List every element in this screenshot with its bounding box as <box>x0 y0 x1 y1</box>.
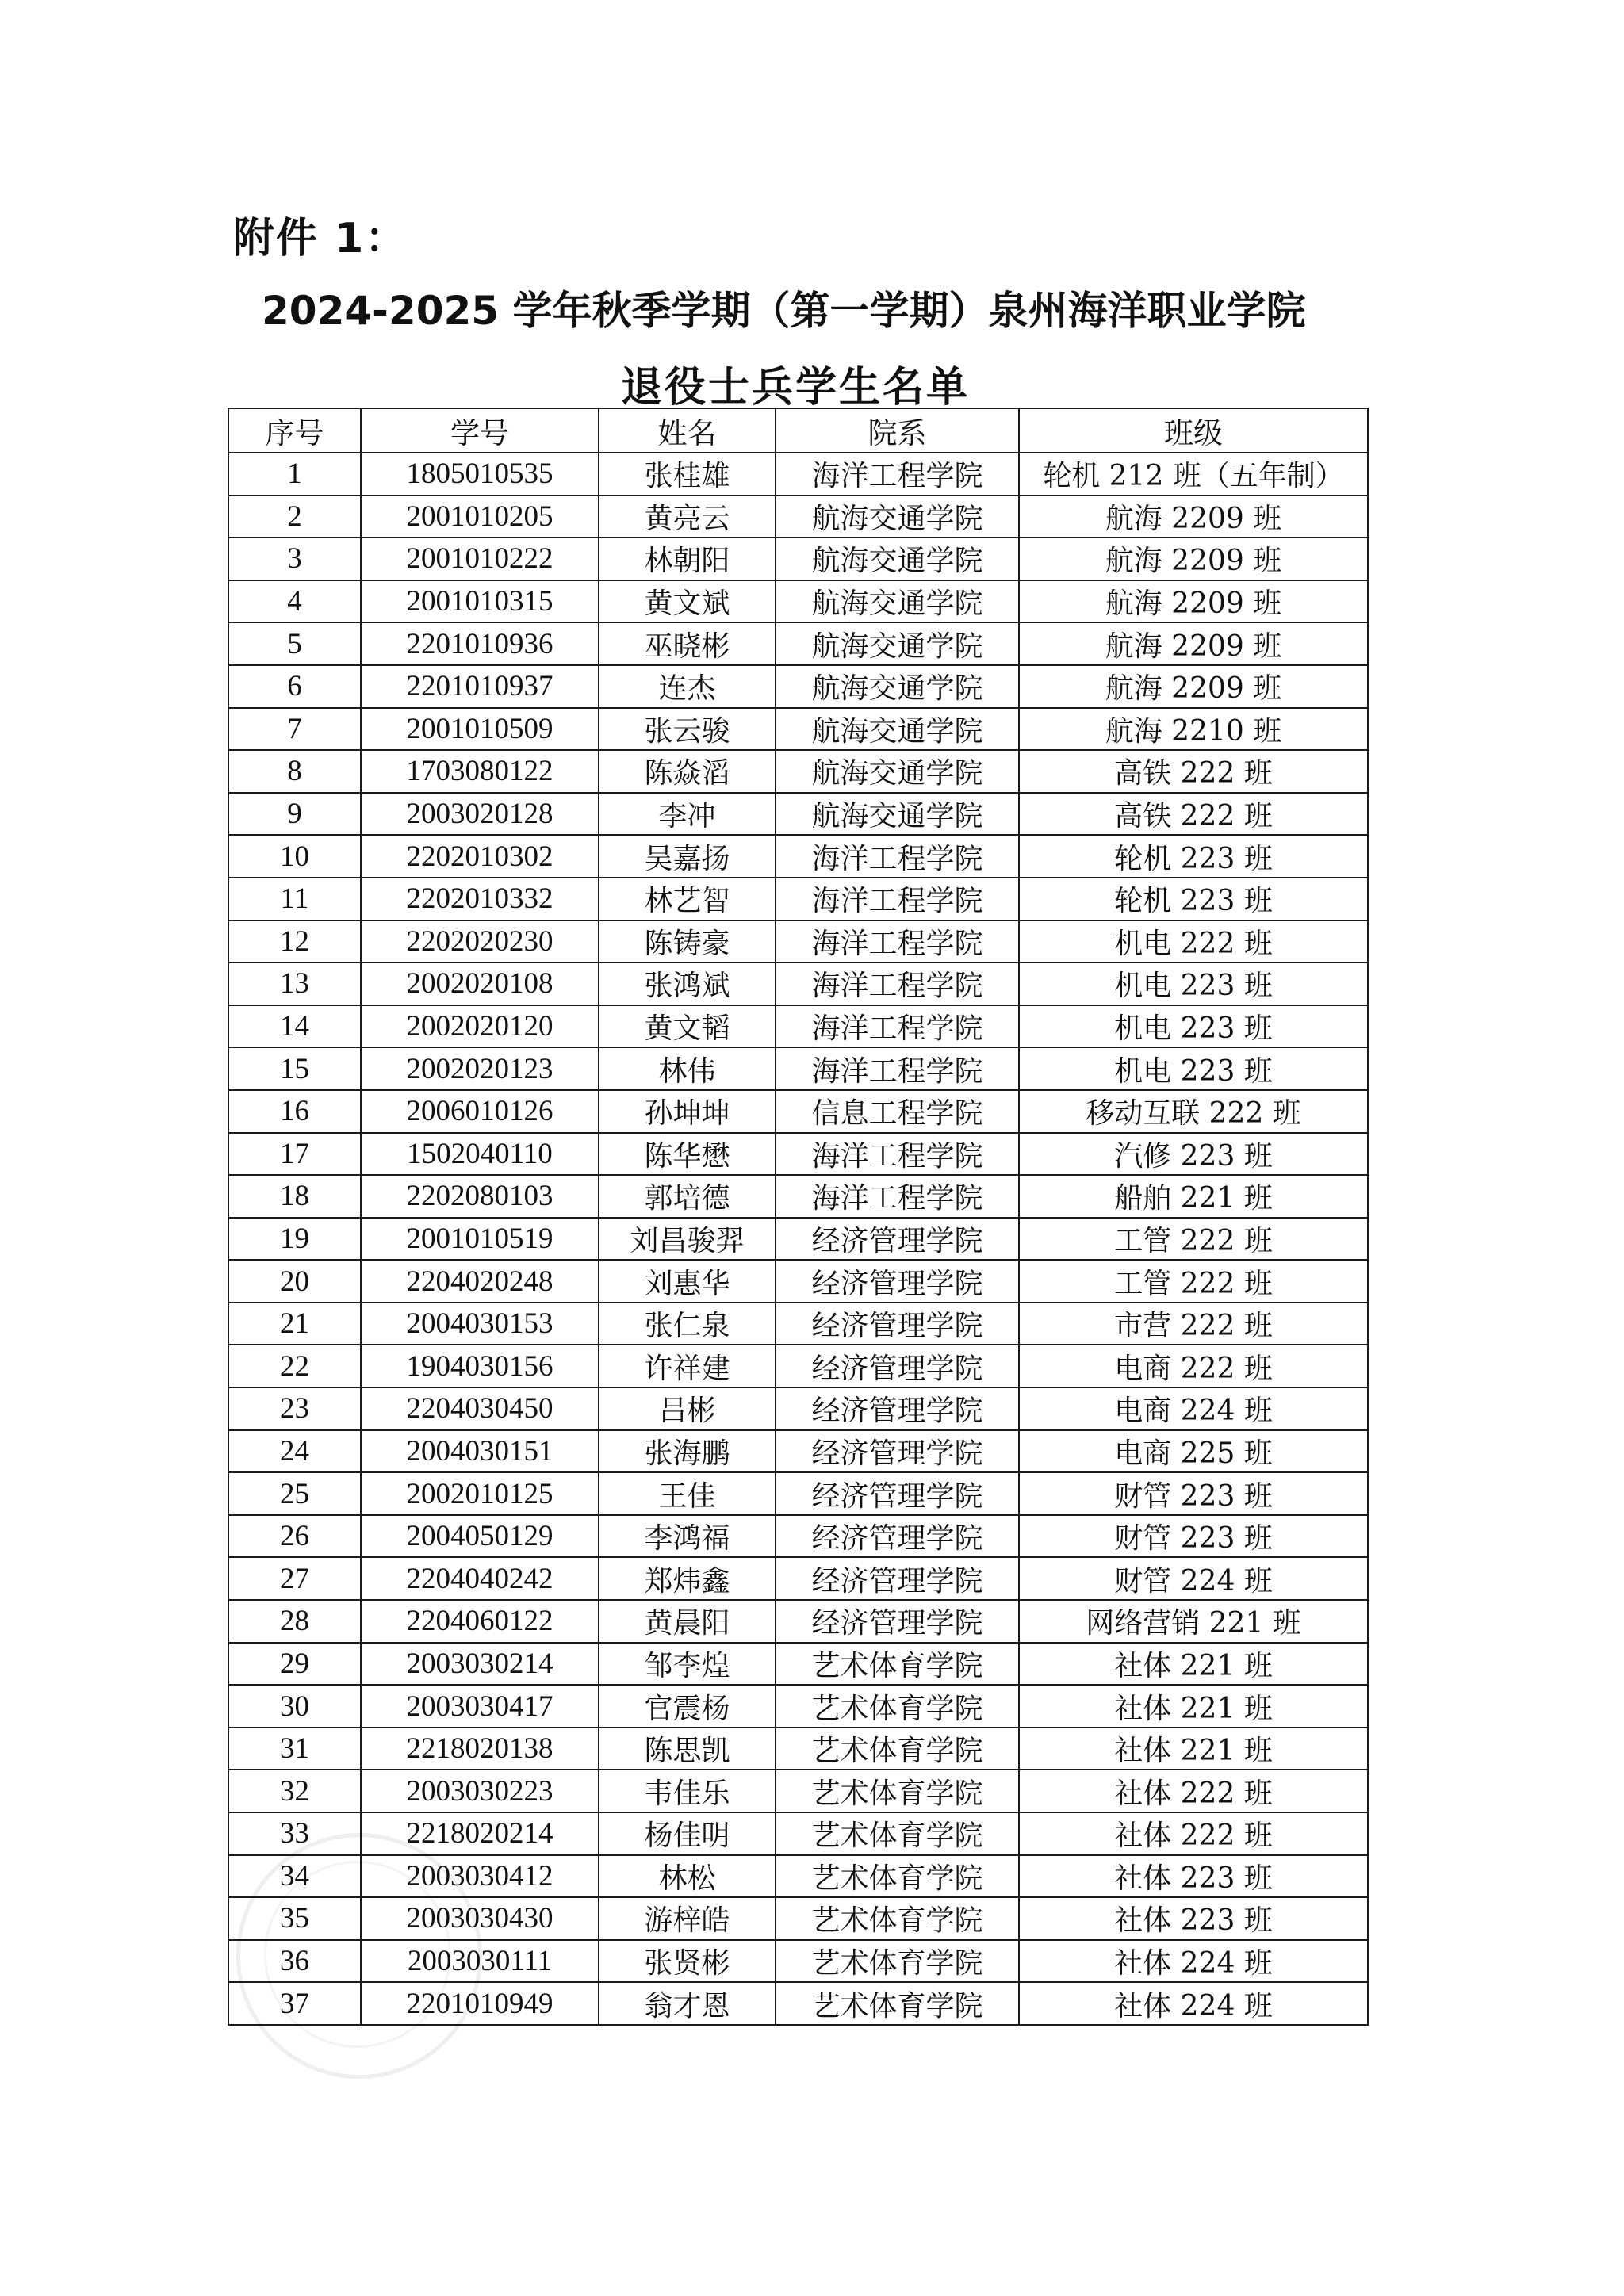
cell-class: 机电 222 班 <box>1019 920 1368 963</box>
cell-department: 经济管理学院 <box>776 1345 1019 1387</box>
cell-seq: 3 <box>228 538 361 580</box>
cell-class: 社体 221 班 <box>1019 1685 1368 1728</box>
cell-department: 海洋工程学院 <box>776 920 1019 963</box>
cell-student-id: 2202010302 <box>361 835 599 878</box>
cell-department: 海洋工程学院 <box>776 1175 1019 1218</box>
cell-department: 艺术体育学院 <box>776 1728 1019 1770</box>
cell-seq: 14 <box>228 1005 361 1048</box>
table-row <box>228 1855 1368 1898</box>
cell-seq: 5 <box>228 622 361 665</box>
cell-name: 连杰 <box>599 665 776 708</box>
cell-name: 官震杨 <box>599 1685 776 1728</box>
cell-department: 海洋工程学院 <box>776 835 1019 878</box>
cell-seq: 21 <box>228 1303 361 1345</box>
cell-seq: 29 <box>228 1643 361 1686</box>
table-row <box>228 580 1368 623</box>
cell-seq: 25 <box>228 1472 361 1515</box>
table-row <box>228 1557 1368 1600</box>
cell-seq: 37 <box>228 1982 361 2025</box>
cell-seq: 12 <box>228 920 361 963</box>
cell-student-id: 2006010126 <box>361 1090 599 1133</box>
cell-student-id: 1805010535 <box>361 453 599 496</box>
cell-class: 社体 223 班 <box>1019 1897 1368 1940</box>
table-row <box>228 1260 1368 1303</box>
cell-name: 张云骏 <box>599 708 776 751</box>
table-row <box>228 1090 1368 1133</box>
cell-name: 张贤彬 <box>599 1940 776 1983</box>
cell-class: 高铁 222 班 <box>1019 750 1368 793</box>
cell-class: 社体 222 班 <box>1019 1770 1368 1812</box>
cell-seq: 22 <box>228 1345 361 1387</box>
cell-student-id: 2001010509 <box>361 708 599 751</box>
cell-seq: 24 <box>228 1430 361 1473</box>
cell-class: 航海 2209 班 <box>1019 622 1368 665</box>
table-row <box>228 878 1368 920</box>
cell-seq: 11 <box>228 878 361 920</box>
cell-name: 张仁泉 <box>599 1303 776 1345</box>
cell-class: 航海 2209 班 <box>1019 580 1368 623</box>
cell-name: 张海鹏 <box>599 1430 776 1473</box>
cell-class: 机电 223 班 <box>1019 962 1368 1005</box>
cell-seq: 23 <box>228 1387 361 1430</box>
cell-name: 吕彬 <box>599 1387 776 1430</box>
table-row <box>228 1303 1368 1345</box>
cell-student-id: 2218020138 <box>361 1728 599 1770</box>
cell-seq: 1 <box>228 453 361 496</box>
cell-name: 韦佳乐 <box>599 1770 776 1812</box>
cell-department: 经济管理学院 <box>776 1303 1019 1345</box>
cell-department: 艺术体育学院 <box>776 1770 1019 1812</box>
cell-name: 黄文韬 <box>599 1005 776 1048</box>
cell-name: 刘昌骏羿 <box>599 1218 776 1261</box>
table-row <box>228 1643 1368 1686</box>
cell-name: 张鸿斌 <box>599 962 776 1005</box>
cell-class: 电商 225 班 <box>1019 1430 1368 1473</box>
cell-name: 陈华懋 <box>599 1133 776 1176</box>
cell-seq: 27 <box>228 1557 361 1600</box>
table-row <box>228 496 1368 538</box>
cell-department: 航海交通学院 <box>776 622 1019 665</box>
table-body <box>228 453 1368 2025</box>
cell-department: 艺术体育学院 <box>776 1643 1019 1686</box>
header-department: 院系 <box>776 408 1019 453</box>
cell-name: 许祥建 <box>599 1345 776 1387</box>
cell-student-id: 2003030412 <box>361 1855 599 1898</box>
cell-department: 艺术体育学院 <box>776 1812 1019 1855</box>
cell-name: 吴嘉扬 <box>599 835 776 878</box>
cell-student-id: 2002010125 <box>361 1472 599 1515</box>
table-row <box>228 835 1368 878</box>
header-student-id: 学号 <box>361 408 599 453</box>
cell-department: 航海交通学院 <box>776 793 1019 836</box>
cell-name: 张桂雄 <box>599 453 776 496</box>
cell-name: 黄晨阳 <box>599 1600 776 1643</box>
attachment-label: 附件 1： <box>233 215 408 262</box>
header-class: 班级 <box>1019 408 1368 453</box>
cell-department: 海洋工程学院 <box>776 1133 1019 1176</box>
cell-name: 李冲 <box>599 793 776 836</box>
table-row <box>228 1600 1368 1643</box>
cell-seq: 4 <box>228 580 361 623</box>
cell-class: 高铁 222 班 <box>1019 793 1368 836</box>
cell-class: 工管 222 班 <box>1019 1260 1368 1303</box>
cell-class: 财管 223 班 <box>1019 1515 1368 1558</box>
cell-name: 陈焱滔 <box>599 750 776 793</box>
cell-name: 巫晓彬 <box>599 622 776 665</box>
cell-seq: 19 <box>228 1218 361 1261</box>
table-row <box>228 453 1368 496</box>
cell-student-id: 2001010222 <box>361 538 599 580</box>
cell-student-id: 2003030430 <box>361 1897 599 1940</box>
cell-class: 财管 223 班 <box>1019 1472 1368 1515</box>
cell-seq: 36 <box>228 1940 361 1983</box>
cell-student-id: 2004030151 <box>361 1430 599 1473</box>
table-row <box>228 1175 1368 1218</box>
cell-class: 社体 224 班 <box>1019 1982 1368 2025</box>
cell-name: 陈铸豪 <box>599 920 776 963</box>
cell-seq: 30 <box>228 1685 361 1728</box>
cell-seq: 32 <box>228 1770 361 1812</box>
cell-department: 经济管理学院 <box>776 1472 1019 1515</box>
table-row <box>228 665 1368 708</box>
cell-seq: 13 <box>228 962 361 1005</box>
cell-name: 郭培德 <box>599 1175 776 1218</box>
table-row <box>228 962 1368 1005</box>
cell-name: 李鸿福 <box>599 1515 776 1558</box>
cell-department: 艺术体育学院 <box>776 1685 1019 1728</box>
cell-name: 孙坤坤 <box>599 1090 776 1133</box>
table-row <box>228 1515 1368 1558</box>
cell-class: 船舶 221 班 <box>1019 1175 1368 1218</box>
table-row <box>228 1982 1368 2025</box>
cell-student-id: 2204040242 <box>361 1557 599 1600</box>
cell-seq: 10 <box>228 835 361 878</box>
cell-seq: 34 <box>228 1855 361 1898</box>
table-row <box>228 1430 1368 1473</box>
cell-student-id: 2204060122 <box>361 1600 599 1643</box>
cell-department: 海洋工程学院 <box>776 453 1019 496</box>
cell-seq: 17 <box>228 1133 361 1176</box>
table-row <box>228 1133 1368 1176</box>
cell-student-id: 1703080122 <box>361 750 599 793</box>
cell-class: 电商 224 班 <box>1019 1387 1368 1430</box>
cell-seq: 35 <box>228 1897 361 1940</box>
cell-class: 航海 2209 班 <box>1019 665 1368 708</box>
cell-class: 市营 222 班 <box>1019 1303 1368 1345</box>
cell-class: 社体 223 班 <box>1019 1855 1368 1898</box>
cell-student-id: 2003030214 <box>361 1643 599 1686</box>
cell-student-id: 2004050129 <box>361 1515 599 1558</box>
cell-seq: 18 <box>228 1175 361 1218</box>
cell-department: 艺术体育学院 <box>776 1940 1019 1983</box>
cell-name: 林松 <box>599 1855 776 1898</box>
cell-name: 王佳 <box>599 1472 776 1515</box>
cell-seq: 15 <box>228 1047 361 1090</box>
cell-department: 经济管理学院 <box>776 1515 1019 1558</box>
cell-department: 海洋工程学院 <box>776 1005 1019 1048</box>
cell-class: 电商 222 班 <box>1019 1345 1368 1387</box>
cell-name: 游梓皓 <box>599 1897 776 1940</box>
cell-student-id: 2204030450 <box>361 1387 599 1430</box>
table-row <box>228 1685 1368 1728</box>
cell-class: 移动互联 222 班 <box>1019 1090 1368 1133</box>
cell-name: 陈思凯 <box>599 1728 776 1770</box>
cell-class: 航海 2209 班 <box>1019 538 1368 580</box>
cell-student-id: 2004030153 <box>361 1303 599 1345</box>
header-seq: 序号 <box>228 408 361 453</box>
cell-department: 经济管理学院 <box>776 1260 1019 1303</box>
cell-student-id: 2218020214 <box>361 1812 599 1855</box>
cell-class: 财管 224 班 <box>1019 1557 1368 1600</box>
cell-department: 艺术体育学院 <box>776 1855 1019 1898</box>
cell-student-id: 2001010315 <box>361 580 599 623</box>
table-row <box>228 1472 1368 1515</box>
table-row <box>228 1345 1368 1387</box>
cell-class: 航海 2210 班 <box>1019 708 1368 751</box>
table-row <box>228 1387 1368 1430</box>
table-row <box>228 1005 1368 1048</box>
cell-student-id: 2001010205 <box>361 496 599 538</box>
cell-student-id: 1502040110 <box>361 1133 599 1176</box>
cell-student-id: 2201010936 <box>361 622 599 665</box>
cell-class: 轮机 223 班 <box>1019 835 1368 878</box>
cell-name: 林伟 <box>599 1047 776 1090</box>
table-row <box>228 1812 1368 1855</box>
cell-student-id: 2001010519 <box>361 1218 599 1261</box>
cell-name: 黄文斌 <box>599 580 776 623</box>
cell-student-id: 2003020128 <box>361 793 599 836</box>
cell-name: 林朝阳 <box>599 538 776 580</box>
document-subtitle: 退役士兵学生名单 <box>620 364 970 411</box>
cell-student-id: 2201010949 <box>361 1982 599 2025</box>
cell-name: 林艺智 <box>599 878 776 920</box>
cell-class: 社体 224 班 <box>1019 1940 1368 1983</box>
cell-name: 邹李煌 <box>599 1643 776 1686</box>
cell-department: 经济管理学院 <box>776 1557 1019 1600</box>
table-row <box>228 1728 1368 1770</box>
cell-class: 轮机 223 班 <box>1019 878 1368 920</box>
cell-class: 机电 223 班 <box>1019 1047 1368 1090</box>
cell-student-id: 2201010937 <box>361 665 599 708</box>
cell-student-id: 2202080103 <box>361 1175 599 1218</box>
cell-seq: 31 <box>228 1728 361 1770</box>
cell-department: 经济管理学院 <box>776 1600 1019 1643</box>
cell-seq: 26 <box>228 1515 361 1558</box>
table-header-row <box>228 408 1368 453</box>
table-row <box>228 1940 1368 1983</box>
table-row <box>228 920 1368 963</box>
student-roster-table <box>228 408 1369 2026</box>
table-row <box>228 793 1368 836</box>
cell-student-id: 2002020120 <box>361 1005 599 1048</box>
document-title: 2024-2025 学年秋季学期（第一学期）泉州海洋职业学院 <box>262 288 1306 334</box>
cell-seq: 16 <box>228 1090 361 1133</box>
cell-seq: 6 <box>228 665 361 708</box>
cell-student-id: 1904030156 <box>361 1345 599 1387</box>
cell-department: 经济管理学院 <box>776 1387 1019 1430</box>
cell-department: 经济管理学院 <box>776 1218 1019 1261</box>
cell-student-id: 2204020248 <box>361 1260 599 1303</box>
cell-department: 航海交通学院 <box>776 538 1019 580</box>
cell-department: 艺术体育学院 <box>776 1897 1019 1940</box>
cell-department: 航海交通学院 <box>776 750 1019 793</box>
cell-class: 航海 2209 班 <box>1019 496 1368 538</box>
cell-student-id: 2202020230 <box>361 920 599 963</box>
cell-department: 海洋工程学院 <box>776 878 1019 920</box>
cell-seq: 28 <box>228 1600 361 1643</box>
cell-department: 经济管理学院 <box>776 1430 1019 1473</box>
cell-department: 海洋工程学院 <box>776 1047 1019 1090</box>
cell-class: 轮机 212 班（五年制） <box>1019 453 1368 496</box>
cell-name: 郑炜鑫 <box>599 1557 776 1600</box>
cell-seq: 33 <box>228 1812 361 1855</box>
table-row <box>228 1047 1368 1090</box>
cell-student-id: 2003030417 <box>361 1685 599 1728</box>
cell-department: 海洋工程学院 <box>776 962 1019 1005</box>
table-row <box>228 1218 1368 1261</box>
table-row <box>228 1770 1368 1812</box>
cell-class: 社体 221 班 <box>1019 1728 1368 1770</box>
table-row <box>228 1897 1368 1940</box>
cell-name: 黄亮云 <box>599 496 776 538</box>
cell-seq: 2 <box>228 496 361 538</box>
cell-student-id: 2002020108 <box>361 962 599 1005</box>
cell-department: 信息工程学院 <box>776 1090 1019 1133</box>
cell-seq: 8 <box>228 750 361 793</box>
cell-class: 社体 221 班 <box>1019 1643 1368 1686</box>
cell-seq: 7 <box>228 708 361 751</box>
cell-student-id: 2002020123 <box>361 1047 599 1090</box>
cell-department: 航海交通学院 <box>776 580 1019 623</box>
cell-class: 社体 222 班 <box>1019 1812 1368 1855</box>
cell-student-id: 2003030223 <box>361 1770 599 1812</box>
cell-class: 机电 223 班 <box>1019 1005 1368 1048</box>
table-row <box>228 622 1368 665</box>
cell-seq: 9 <box>228 793 361 836</box>
cell-student-id: 2202010332 <box>361 878 599 920</box>
header-name: 姓名 <box>599 408 776 453</box>
cell-class: 网络营销 221 班 <box>1019 1600 1368 1643</box>
cell-class: 工管 222 班 <box>1019 1218 1368 1261</box>
cell-name: 刘惠华 <box>599 1260 776 1303</box>
cell-seq: 20 <box>228 1260 361 1303</box>
cell-department: 艺术体育学院 <box>776 1982 1019 2025</box>
table-row <box>228 708 1368 751</box>
cell-name: 翁才恩 <box>599 1982 776 2025</box>
cell-name: 杨佳明 <box>599 1812 776 1855</box>
cell-department: 航海交通学院 <box>776 665 1019 708</box>
cell-department: 航海交通学院 <box>776 708 1019 751</box>
table-row <box>228 538 1368 580</box>
table-row <box>228 750 1368 793</box>
cell-department: 航海交通学院 <box>776 496 1019 538</box>
cell-student-id: 2003030111 <box>361 1940 599 1983</box>
cell-class: 汽修 223 班 <box>1019 1133 1368 1176</box>
